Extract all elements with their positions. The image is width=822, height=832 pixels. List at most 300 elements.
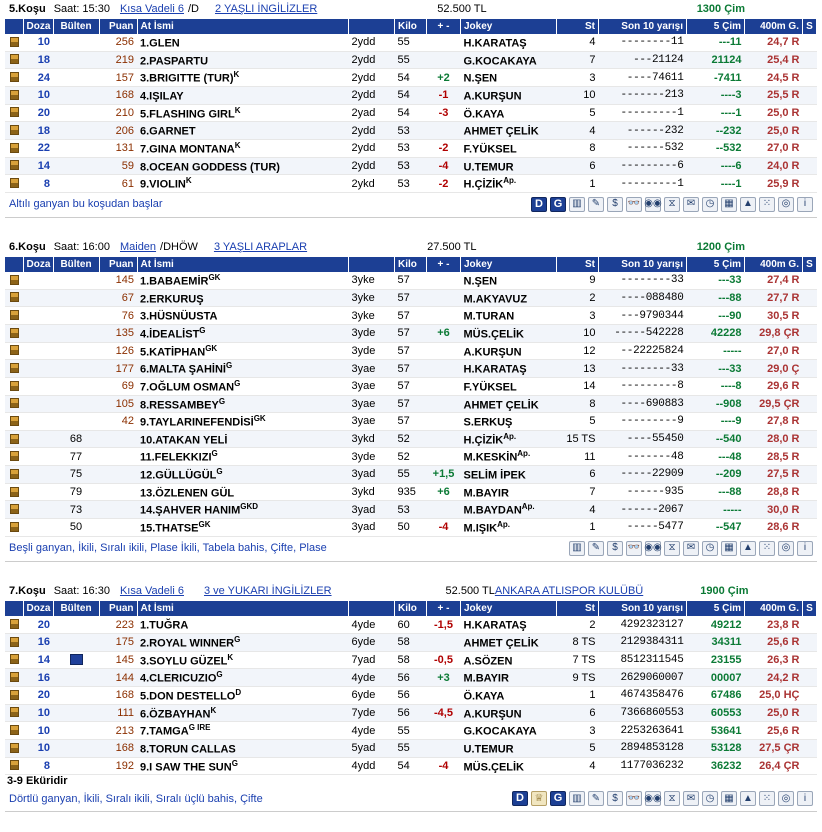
race-number: 6.Koşu xyxy=(9,240,46,253)
cell-jokey[interactable] xyxy=(461,483,557,501)
cell-puan: 59 xyxy=(99,157,137,175)
cell-kilo: 52 xyxy=(395,430,427,448)
cell-horse-name[interactable] xyxy=(137,722,349,740)
cell-horse-name[interactable] xyxy=(137,69,349,87)
cell-puan xyxy=(99,519,137,537)
cell-jokey[interactable] xyxy=(461,395,557,413)
cell-bulten xyxy=(53,289,99,307)
th-jokey[interactable]: Jokey xyxy=(461,19,557,34)
table-header-row xyxy=(5,257,817,272)
cell-jokey[interactable] xyxy=(461,377,557,395)
table-row[interactable] xyxy=(5,466,817,484)
table-row[interactable] xyxy=(5,413,817,431)
flag-cell xyxy=(5,686,23,704)
cell-horse-name[interactable] xyxy=(137,34,349,51)
table-row[interactable] xyxy=(5,757,817,775)
cell-plusminus xyxy=(427,122,461,140)
dollar-icon[interactable]: $ xyxy=(607,541,623,556)
camera-icon[interactable]: ◎ xyxy=(778,541,794,556)
cell-horse-name[interactable] xyxy=(137,324,349,342)
icon-letter-g[interactable]: G xyxy=(550,197,566,212)
glasses-icon[interactable]: ◉◉ xyxy=(645,541,661,556)
cell-horse-name[interactable] xyxy=(137,430,349,448)
cell-jokey[interactable] xyxy=(461,360,557,378)
flag-icon xyxy=(10,416,19,426)
cell-jokey[interactable] xyxy=(461,757,557,775)
race-sponsor[interactable]: ANKARA ATLISPOR KULÜBÜ xyxy=(494,584,644,597)
dollar-icon[interactable]: $ xyxy=(607,791,623,806)
cell-son10: ----690883 xyxy=(599,395,687,413)
cell-doza xyxy=(23,377,53,395)
cell-horse-name[interactable] xyxy=(137,483,349,501)
cell-son10: ----74611 xyxy=(599,69,687,87)
table-row[interactable] xyxy=(5,289,817,307)
table-header-row xyxy=(5,601,817,616)
clock-icon[interactable]: ◷ xyxy=(702,541,718,556)
icon-letter-d[interactable]: D xyxy=(512,791,528,806)
cell-horse-name[interactable] xyxy=(137,360,349,378)
th-st[interactable]: St xyxy=(557,257,599,272)
landscape-icon[interactable]: ▲ xyxy=(740,541,756,556)
race-group-link[interactable]: 2 YAŞLI İNGİLİZLER xyxy=(214,3,318,15)
th-horse-name[interactable]: At İsmi xyxy=(137,601,349,616)
cell-jokey[interactable] xyxy=(461,307,557,325)
th-horse-name[interactable]: At İsmi xyxy=(137,257,349,272)
glasses-icon[interactable]: ◉◉ xyxy=(645,197,661,212)
flag-icon xyxy=(10,398,19,408)
cell-jokey[interactable] xyxy=(461,324,557,342)
cell-age: 2ydd xyxy=(349,34,395,51)
cell-jokey[interactable] xyxy=(461,157,557,175)
cell-5cim: 53128 xyxy=(687,739,745,757)
info-icon[interactable]: i xyxy=(797,791,813,806)
cell-horse-name[interactable] xyxy=(137,104,349,122)
people-icon[interactable]: ⁙ xyxy=(759,541,775,556)
cell-bulten-text: 77 xyxy=(69,450,83,463)
horse-name-sup: G xyxy=(231,758,238,768)
binoculars-icon[interactable]: 👓 xyxy=(626,791,642,806)
cell-horse-name[interactable] xyxy=(137,757,349,775)
race-group-link[interactable]: 3 ve YUKARI İNGİLİZLER xyxy=(203,584,332,597)
pen-icon[interactable]: ✎ xyxy=(588,197,604,212)
cell-jokey[interactable] xyxy=(461,704,557,722)
cell-horse-name[interactable] xyxy=(137,704,349,722)
cell-horse-name[interactable] xyxy=(137,86,349,104)
pen-icon[interactable]: ✎ xyxy=(588,791,604,806)
cell-horse-name[interactable] xyxy=(137,139,349,157)
th-age xyxy=(349,601,395,616)
table-row[interactable] xyxy=(5,501,817,519)
camera-icon[interactable]: ◎ xyxy=(778,197,794,212)
jokey-name-text: H.KARATAŞ xyxy=(463,363,527,376)
flag-cell xyxy=(5,342,23,360)
flag-icon xyxy=(10,143,19,153)
th-kilo[interactable]: Kilo xyxy=(395,257,427,272)
cell-horse-name[interactable] xyxy=(137,413,349,431)
th-jokey[interactable]: Jokey xyxy=(461,257,557,272)
jokey-name-text: A.KURŞUN xyxy=(463,90,522,103)
table-row[interactable] xyxy=(5,157,817,175)
table-row[interactable] xyxy=(5,51,817,69)
cell-horse-name[interactable] xyxy=(137,616,349,633)
race-distance: 1900 Çim xyxy=(700,584,749,597)
cell-doza: 18 xyxy=(23,122,53,140)
th-s[interactable]: S xyxy=(803,257,817,272)
th-400m[interactable]: 400m G. xyxy=(745,19,803,34)
cell-son10: ---21124 xyxy=(599,51,687,69)
pen-icon[interactable]: ✎ xyxy=(588,541,604,556)
cell-puan: 168 xyxy=(99,686,137,704)
race-class-link[interactable]: Kısa Vadeli 6 xyxy=(119,584,184,597)
table-row[interactable] xyxy=(5,122,817,140)
flag-cell xyxy=(5,466,23,484)
table-row[interactable] xyxy=(5,722,817,740)
race-distance: 1300 Çim xyxy=(696,3,745,15)
icon-letter-g[interactable]: G xyxy=(550,791,566,806)
th-horse-name[interactable]: At İsmi xyxy=(137,19,349,34)
cell-jokey[interactable] xyxy=(461,519,557,537)
cell-son10: 2129384311 xyxy=(599,633,687,651)
landscape-icon[interactable]: ▲ xyxy=(740,197,756,212)
cell-jokey[interactable] xyxy=(461,739,557,757)
cell-puan: 145 xyxy=(99,651,137,669)
cell-st: 3 xyxy=(557,722,599,740)
cell-son10: ------935 xyxy=(599,483,687,501)
cell-son10: -------213 xyxy=(599,86,687,104)
race-class-link[interactable]: Kısa Vadeli 6 xyxy=(119,3,184,15)
table-row[interactable] xyxy=(5,616,817,633)
th-bulten[interactable]: Bülten xyxy=(53,601,99,616)
cell-puan: 135 xyxy=(99,324,137,342)
race-class-link[interactable]: Maiden xyxy=(119,240,157,253)
landscape-icon[interactable]: ▲ xyxy=(740,791,756,806)
cell-son10: 4292323127 xyxy=(599,616,687,633)
cell-400m: 28,5 R xyxy=(745,448,803,466)
th-st[interactable]: St xyxy=(557,601,599,616)
cell-jokey[interactable] xyxy=(461,466,557,484)
cell-400m: 25,6 R xyxy=(745,722,803,740)
cell-horse-name[interactable] xyxy=(137,377,349,395)
table-row[interactable] xyxy=(5,272,817,289)
cell-5cim: 67486 xyxy=(687,686,745,704)
horse-name-text: 7.GINA MONTANA xyxy=(140,143,235,156)
horse-name-sup: G xyxy=(216,670,223,680)
flag-icon xyxy=(10,72,19,82)
table-row[interactable] xyxy=(5,395,817,413)
cell-plusminus: +3 xyxy=(427,669,461,687)
calculator-icon[interactable]: ▦ xyxy=(721,791,737,806)
th-5cim[interactable]: 5 Çim xyxy=(687,601,745,616)
cell-bulten xyxy=(53,104,99,122)
cell-doza: 22 xyxy=(23,139,53,157)
th-son10[interactable]: Son 10 yarışı xyxy=(599,257,687,272)
table-row[interactable] xyxy=(5,651,817,669)
th-son10[interactable]: Son 10 yarışı xyxy=(599,601,687,616)
cell-horse-name[interactable] xyxy=(137,272,349,289)
cell-jokey[interactable] xyxy=(461,104,557,122)
table-row[interactable] xyxy=(5,69,817,87)
th-400m[interactable]: 400m G. xyxy=(745,601,803,616)
jokey-name-text: SELİM İPEK xyxy=(463,469,526,482)
cell-5cim: --232 xyxy=(687,122,745,140)
race-class-extra: /D xyxy=(187,3,199,15)
cell-jokey[interactable] xyxy=(461,289,557,307)
table-row[interactable] xyxy=(5,139,817,157)
cell-jokey[interactable] xyxy=(461,139,557,157)
th-doza[interactable]: Doza xyxy=(23,257,53,272)
cell-horse-name[interactable] xyxy=(137,157,349,175)
cell-kilo: 55 xyxy=(395,722,427,740)
cell-plusminus: +6 xyxy=(427,324,461,342)
cell-jokey[interactable] xyxy=(461,122,557,140)
flag-cell xyxy=(5,413,23,431)
cell-doza: 16 xyxy=(23,633,53,651)
th-kilo[interactable]: Kilo xyxy=(395,601,427,616)
th-puan[interactable]: Puan xyxy=(99,19,137,34)
th-puan[interactable]: Puan xyxy=(99,601,137,616)
cell-jokey[interactable] xyxy=(461,448,557,466)
th-son10[interactable]: Son 10 yarışı xyxy=(599,19,687,34)
th-5cim[interactable]: 5 Çim xyxy=(687,257,745,272)
horse-name-text: 1.TUĞRA xyxy=(140,619,189,632)
table-row[interactable] xyxy=(5,104,817,122)
cell-400m: 25,0 R xyxy=(745,104,803,122)
flag-cell xyxy=(5,757,23,775)
cell-jokey[interactable] xyxy=(461,272,557,289)
cell-kilo: 50 xyxy=(395,519,427,537)
table-row[interactable] xyxy=(5,324,817,342)
cell-son10: ---------1 xyxy=(599,175,687,193)
cell-bulten xyxy=(53,704,99,722)
cell-plusminus: +1,5 xyxy=(427,466,461,484)
cell-jokey[interactable] xyxy=(461,342,557,360)
cell-age: 3ykd xyxy=(349,430,395,448)
cell-horse-name[interactable] xyxy=(137,395,349,413)
th-doza[interactable]: Doza xyxy=(23,601,53,616)
cell-puan: 67 xyxy=(99,289,137,307)
cell-doza xyxy=(23,483,53,501)
clock-icon[interactable]: ◷ xyxy=(702,791,718,806)
cell-5cim: ----3 xyxy=(687,86,745,104)
info-icon[interactable]: i xyxy=(797,197,813,212)
ekuri-note: 3-9 Eküridir xyxy=(7,775,68,788)
th-plusminus[interactable]: + - xyxy=(427,257,461,272)
cell-jokey[interactable] xyxy=(461,651,557,669)
hourglass-icon[interactable]: ⧖ xyxy=(664,791,680,806)
cell-s xyxy=(803,501,817,519)
cell-horse-name[interactable] xyxy=(137,307,349,325)
cell-bulten-text: 79 xyxy=(69,486,83,499)
cell-jokey[interactable] xyxy=(461,669,557,687)
cell-horse-name[interactable] xyxy=(137,669,349,687)
th-400m[interactable]: 400m G. xyxy=(745,257,803,272)
cell-kilo: 54 xyxy=(395,757,427,775)
jokey-name-text: MÜS.ÇELİK xyxy=(463,761,524,774)
cell-s xyxy=(803,86,817,104)
th-st[interactable]: St xyxy=(557,19,599,34)
table-row[interactable] xyxy=(5,34,817,51)
cell-s xyxy=(803,686,817,704)
envelope-icon[interactable]: ✉ xyxy=(683,197,699,212)
table-row[interactable] xyxy=(5,448,817,466)
cell-s xyxy=(803,466,817,484)
cell-age: 2ydd xyxy=(349,122,395,140)
envelope-icon[interactable]: ✉ xyxy=(683,791,699,806)
cell-5cim: ---88 xyxy=(687,289,745,307)
cell-doza: 8 xyxy=(23,175,53,193)
camera-icon[interactable]: ◎ xyxy=(778,791,794,806)
th-jokey[interactable]: Jokey xyxy=(461,601,557,616)
cell-puan: 111 xyxy=(99,704,137,722)
cell-400m: 28,8 R xyxy=(745,483,803,501)
table-row[interactable] xyxy=(5,739,817,757)
cell-horse-name[interactable] xyxy=(137,519,349,537)
th-5cim[interactable]: 5 Çim xyxy=(687,19,745,34)
table-row[interactable] xyxy=(5,86,817,104)
cell-400m: 28,0 R xyxy=(745,430,803,448)
cell-jokey[interactable] xyxy=(461,175,557,193)
table-row[interactable] xyxy=(5,483,817,501)
table-row[interactable] xyxy=(5,686,817,704)
table-row[interactable] xyxy=(5,377,817,395)
cell-bulten xyxy=(53,483,99,501)
cell-jokey[interactable] xyxy=(461,430,557,448)
jokey-name-text: AHMET ÇELİK xyxy=(463,637,539,650)
cell-st: 2 xyxy=(557,616,599,633)
cell-s xyxy=(803,669,817,687)
hourglass-icon[interactable]: ⧖ xyxy=(664,197,680,212)
people-icon[interactable]: ⁙ xyxy=(759,791,775,806)
th-bulten[interactable]: Bülten xyxy=(53,19,99,34)
cell-jokey[interactable] xyxy=(461,501,557,519)
dollar-icon[interactable]: $ xyxy=(607,197,623,212)
race-group-link[interactable]: 3 YAŞLI ARAPLAR xyxy=(213,240,308,253)
cell-horse-name[interactable] xyxy=(137,501,349,519)
cell-jokey[interactable] xyxy=(461,686,557,704)
cell-age: 4yde xyxy=(349,669,395,687)
horse-name-text: 12.GÜLLÜGÜL xyxy=(140,469,217,482)
cell-jokey[interactable] xyxy=(461,86,557,104)
cell-puan: 126 xyxy=(99,342,137,360)
cell-doza xyxy=(23,272,53,289)
cell-horse-name[interactable] xyxy=(137,175,349,193)
th-s[interactable]: S xyxy=(803,19,817,34)
th-plusminus[interactable]: + - xyxy=(427,601,461,616)
table-row[interactable] xyxy=(5,175,817,193)
cell-jokey[interactable] xyxy=(461,413,557,431)
cell-horse-name[interactable] xyxy=(137,122,349,140)
race-prize: 52.500 TL xyxy=(445,584,495,597)
cell-plusminus: -2 xyxy=(427,175,461,193)
cell-jokey[interactable] xyxy=(461,722,557,740)
binoculars-icon[interactable]: 👓 xyxy=(626,541,642,556)
table-row[interactable] xyxy=(5,519,817,537)
cell-5cim: 36232 xyxy=(687,757,745,775)
table-row[interactable] xyxy=(5,669,817,687)
cell-400m: 29,6 R xyxy=(745,377,803,395)
th-s[interactable]: S xyxy=(803,601,817,616)
th-kilo[interactable]: Kilo xyxy=(395,19,427,34)
cell-son10: ---------9 xyxy=(599,413,687,431)
bar-chart-icon[interactable]: ▥ xyxy=(569,791,585,806)
th-doza[interactable]: Doza xyxy=(23,19,53,34)
table-row[interactable] xyxy=(5,307,817,325)
th-puan[interactable]: Puan xyxy=(99,257,137,272)
cell-plusminus: -4 xyxy=(427,157,461,175)
bar-chart-icon[interactable]: ▥ xyxy=(569,541,585,556)
cell-bulten xyxy=(53,651,99,669)
horse-name-text: 1.BABAEMİR xyxy=(140,275,209,288)
cell-doza: 16 xyxy=(23,669,53,687)
flag-cell xyxy=(5,272,23,289)
cell-5cim: -7411 xyxy=(687,69,745,87)
flag-icon xyxy=(10,451,19,461)
cell-5cim: --209 xyxy=(687,466,745,484)
clock-icon[interactable]: ◷ xyxy=(702,197,718,212)
jokey-name-text: N.ŞEN xyxy=(463,72,498,85)
binoculars-icon[interactable]: 👓 xyxy=(626,197,642,212)
cell-horse-name[interactable] xyxy=(137,739,349,757)
envelope-icon[interactable]: ✉ xyxy=(683,541,699,556)
cell-horse-name[interactable] xyxy=(137,466,349,484)
race-table xyxy=(5,601,817,775)
th-bulten[interactable]: Bülten xyxy=(53,257,99,272)
cell-horse-name[interactable] xyxy=(137,51,349,69)
flag-icon xyxy=(10,672,19,682)
cell-age: 3yde xyxy=(349,342,395,360)
people-icon[interactable]: ⁙ xyxy=(759,197,775,212)
cell-5cim: ----- xyxy=(687,501,745,519)
glasses-icon[interactable]: ◉◉ xyxy=(645,791,661,806)
cell-bulten-text: 75 xyxy=(69,468,83,481)
cell-horse-name[interactable] xyxy=(137,448,349,466)
cell-horse-name[interactable] xyxy=(137,342,349,360)
cell-5cim: ---11 xyxy=(687,34,745,51)
info-icon[interactable]: i xyxy=(797,541,813,556)
bar-chart-icon[interactable]: ▥ xyxy=(569,197,585,212)
icon-letter-d[interactable]: D xyxy=(531,197,547,212)
cell-kilo: 53 xyxy=(395,157,427,175)
cell-jokey[interactable] xyxy=(461,34,557,51)
th-age xyxy=(349,19,395,34)
flag-icon xyxy=(10,619,19,629)
cell-jokey[interactable] xyxy=(461,51,557,69)
table-row[interactable] xyxy=(5,430,817,448)
cell-horse-name[interactable] xyxy=(137,633,349,651)
calculator-icon[interactable]: ▦ xyxy=(721,541,737,556)
flag-icon xyxy=(10,522,19,532)
table-row[interactable] xyxy=(5,360,817,378)
trophy-icon[interactable]: ♕ xyxy=(531,791,547,806)
cell-bulten xyxy=(53,669,99,687)
table-row[interactable] xyxy=(5,704,817,722)
table-row[interactable] xyxy=(5,633,817,651)
jokey-name-text: M.BAYDAN xyxy=(463,505,522,518)
calculator-icon[interactable]: ▦ xyxy=(721,197,737,212)
cell-jokey[interactable] xyxy=(461,616,557,633)
cell-5cim: ----6 xyxy=(687,157,745,175)
cell-horse-name[interactable] xyxy=(137,289,349,307)
cell-jokey[interactable] xyxy=(461,633,557,651)
cell-horse-name[interactable] xyxy=(137,686,349,704)
hourglass-icon[interactable]: ⧖ xyxy=(664,541,680,556)
cell-bulten xyxy=(53,122,99,140)
table-row[interactable] xyxy=(5,342,817,360)
cell-horse-name[interactable] xyxy=(137,651,349,669)
cell-age: 7yad xyxy=(349,651,395,669)
th-plusminus[interactable]: + - xyxy=(427,19,461,34)
cell-jokey[interactable] xyxy=(461,69,557,87)
